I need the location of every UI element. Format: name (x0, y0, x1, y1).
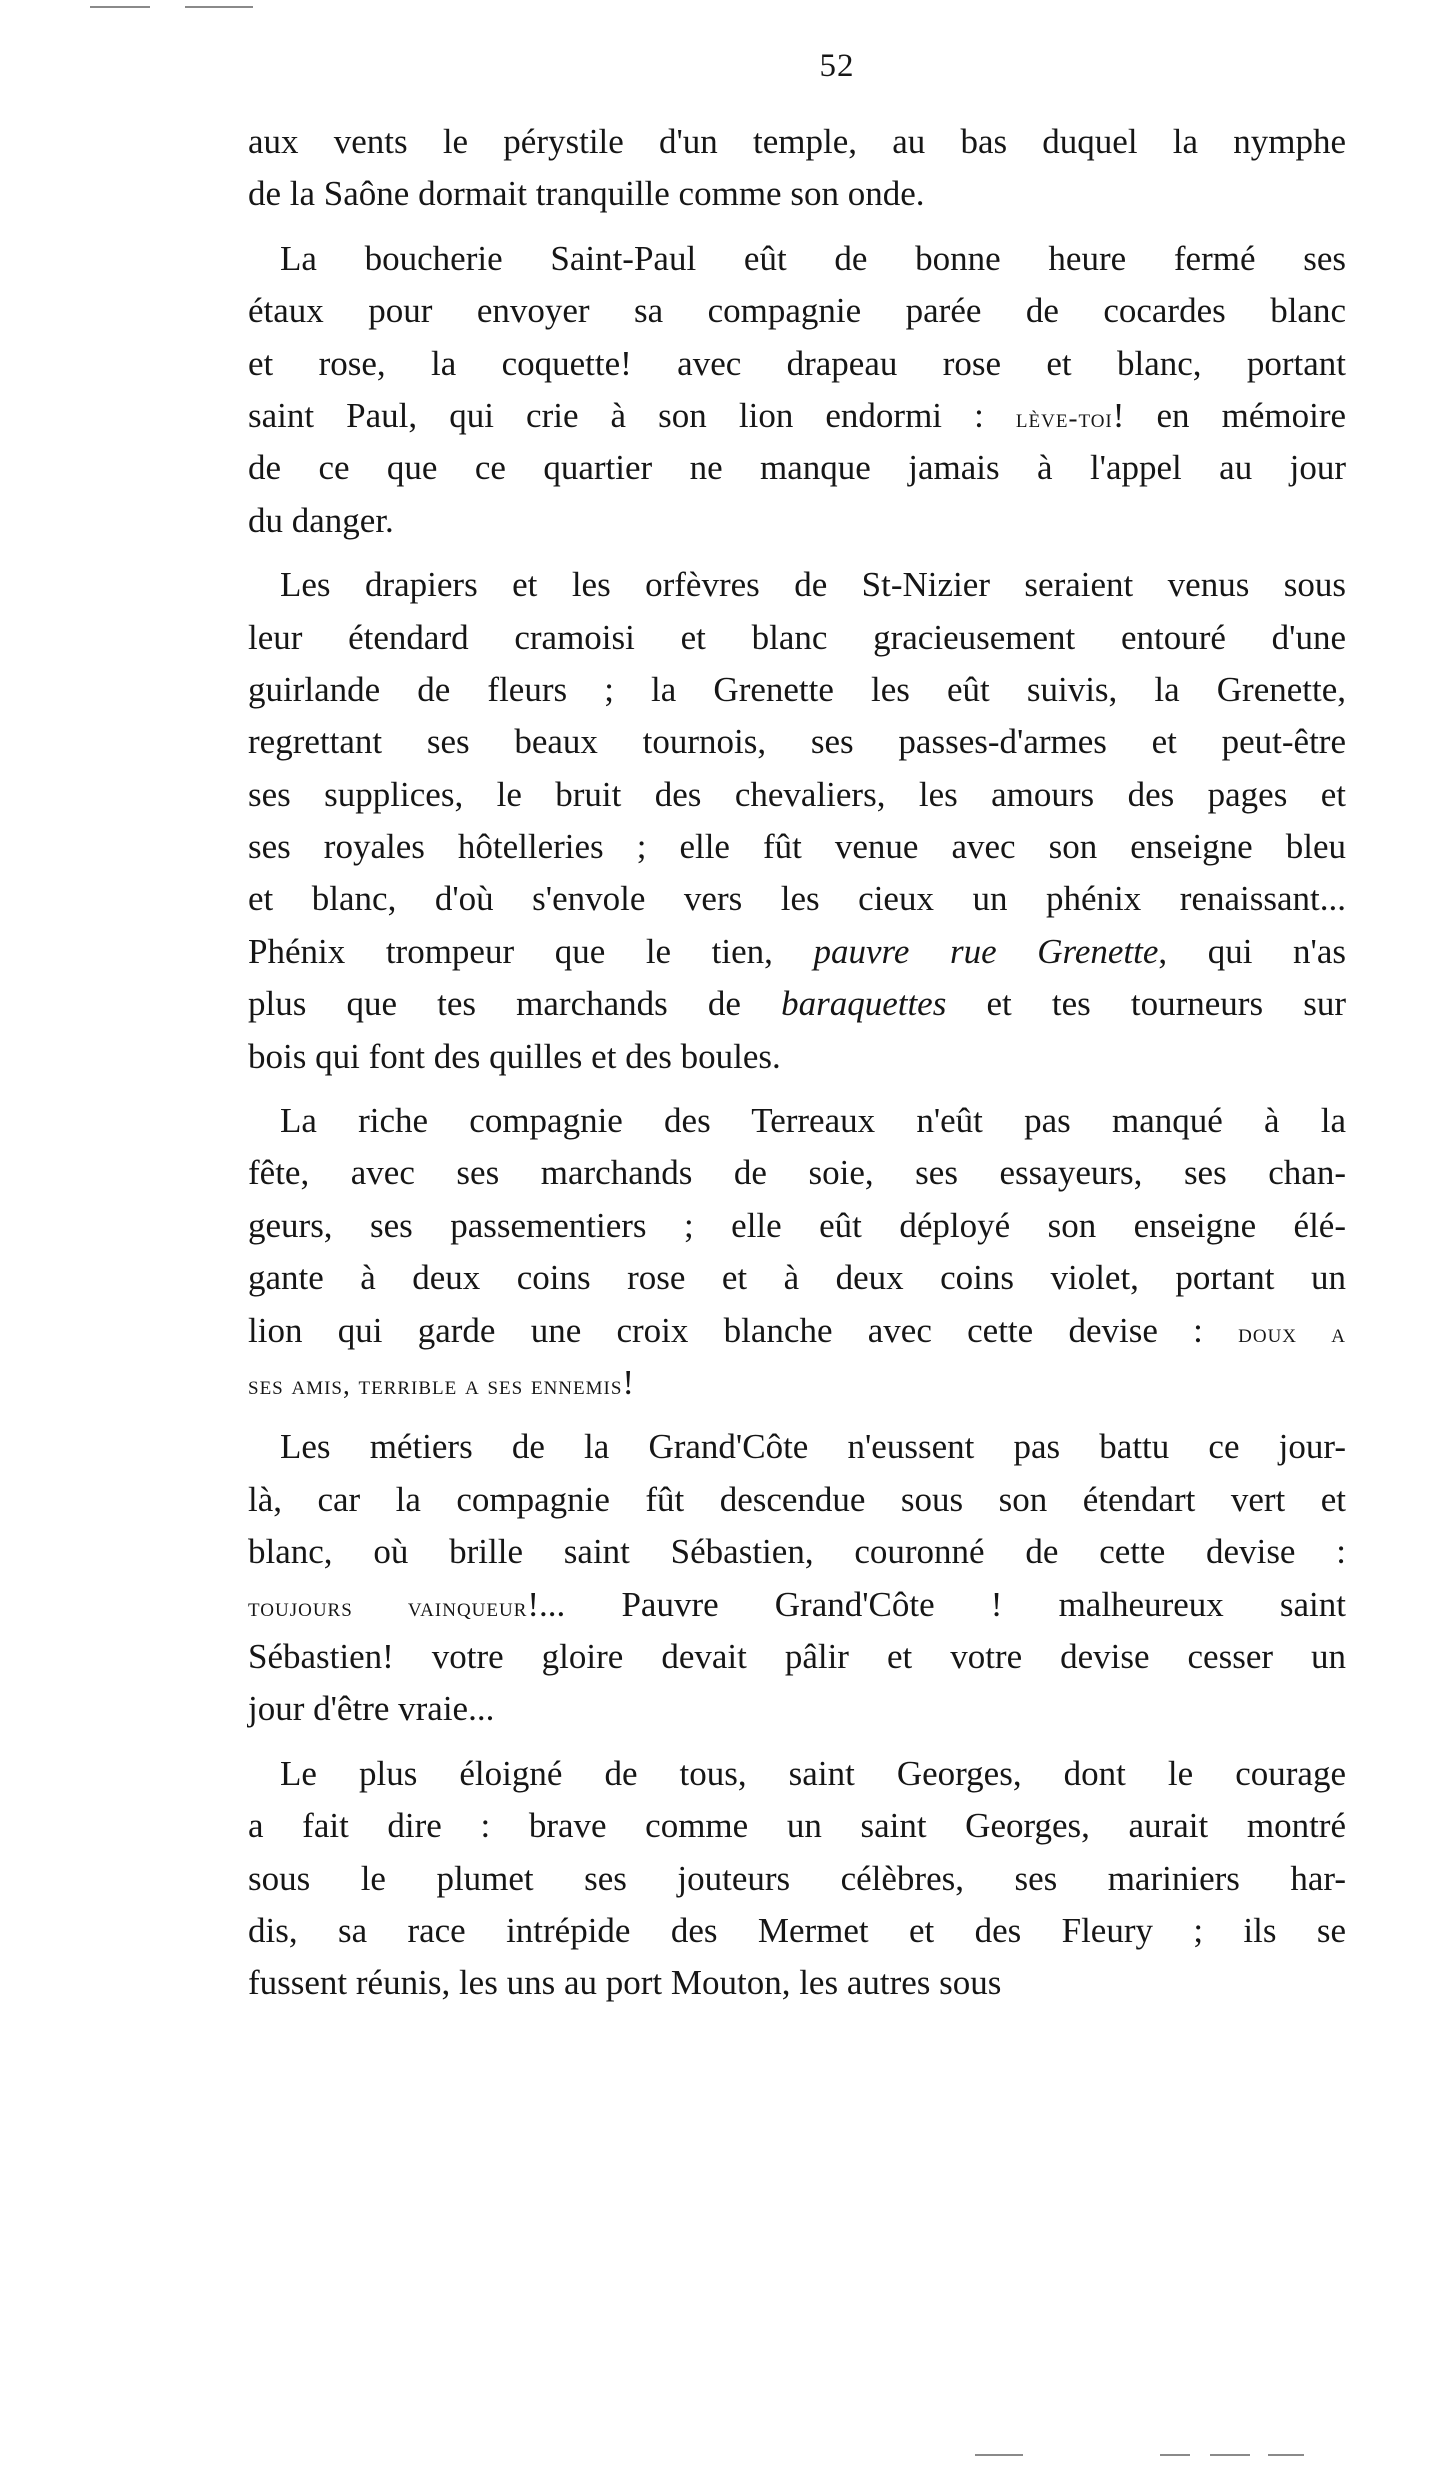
scan-edge-mark-left (90, 6, 150, 8)
text-line: blanc, où brille saint Sébastien, couronné de cette devise : (248, 1532, 1346, 1572)
text-line: leur étendard cramoisi et blanc gracieusement entouré d'une (248, 617, 1346, 657)
italic-segment: baraquettes (781, 984, 947, 1024)
text-line: aux vents le pérystile d'un temple, au bas duquel la nymphe (248, 122, 1346, 161)
paragraph (248, 116, 1346, 221)
text-line: jour d'être vraie... (248, 1689, 495, 1729)
scan-bottom-mark-3 (1210, 2454, 1250, 2456)
paragraph (248, 1421, 1346, 1735)
text-segment: Phénix trompeur que le tien, (248, 931, 814, 971)
text-line: a fait dire : brave comme un saint Georges, aurait montré (248, 1806, 1346, 1846)
text-line: ses royales hôtelleries ; elle fût venue avec son enseigne bleu (248, 827, 1346, 867)
text-segment: , qui n'as (1158, 931, 1347, 971)
small-caps-segment: lève-toi (1015, 402, 1113, 433)
text-segment: et tes tourneurs sur (946, 984, 1346, 1024)
small-caps-segment: doux a (1238, 1317, 1346, 1348)
body-text (248, 116, 1346, 2022)
text-segment: !... Pauvre Grand'Côte ! malheureux saint (527, 1584, 1347, 1624)
text-line: La boucherie Saint-Paul eût de bonne heure fermé ses (280, 238, 1346, 278)
scan-bottom-mark-4 (1268, 2454, 1304, 2456)
scan-edge-mark-right (185, 6, 253, 8)
text-line: regrettant ses beaux tournois, ses passes-d'armes et peut-être (248, 722, 1346, 762)
text-line (248, 1305, 1346, 1357)
text-line: étaux pour envoyer sa compagnie parée de cocardes blanc (248, 291, 1346, 331)
text-line: du danger. (248, 500, 394, 540)
text-line: et rose, la coquette! avec drapeau rose et blanc, portant (248, 343, 1346, 383)
text-line: fussent réunis, les uns au port Mouton, les autres sous (248, 1963, 1002, 2003)
page-number: 52 (819, 48, 855, 84)
text-line: Sébastien! votre gloire devait pâlir et votre devise cesser un (248, 1636, 1346, 1676)
paragraph (248, 1748, 1346, 2010)
text-line (248, 390, 1346, 442)
italic-segment: pauvre rue Grenette (813, 931, 1159, 971)
text-line: bois qui font des quilles et des boules. (248, 1036, 781, 1076)
text-segment: lion qui garde une croix blanche avec cette devise : (248, 1310, 1239, 1350)
small-caps-segment: toujours vainqueur (248, 1591, 528, 1622)
text-segment: ! (622, 1362, 635, 1402)
text-line: sous le plumet ses jouteurs célèbres, ses mariniers har- (248, 1858, 1346, 1898)
text-line (248, 926, 1346, 978)
paragraph (248, 233, 1346, 547)
text-line: là, car la compagnie fût descendue sous son étendart vert et (248, 1479, 1346, 1519)
text-line (248, 978, 1346, 1030)
text-line (248, 1579, 1346, 1631)
scan-bottom-mark-2 (1160, 2454, 1190, 2456)
text-line: ses supplices, le bruit des chevaliers, les amours des pages et (248, 774, 1346, 814)
text-line: de ce que ce quartier ne manque jamais à l'appel au jour (248, 448, 1346, 488)
text-line: Le plus éloigné de tous, saint Georges, dont le courage (280, 1753, 1346, 1793)
text-line: Les métiers de la Grand'Côte n'eussent pas battu ce jour- (280, 1427, 1346, 1467)
text-line: La riche compagnie des Terreaux n'eût pas manqué à la (280, 1101, 1346, 1141)
text-segment: saint Paul, qui crie à son lion endormi : (248, 395, 1016, 435)
text-line: fête, avec ses marchands de soie, ses essayeurs, ses chan- (248, 1153, 1346, 1193)
text-line: et blanc, d'où s'envole vers les cieux un phénix renaissant... (248, 879, 1346, 919)
text-line: Les drapiers et les orfèvres de St-Nizier seraient venus sous (280, 565, 1346, 605)
small-caps-segment: ses amis, terrible a ses ennemis (248, 1369, 623, 1400)
text-line: guirlande de fleurs ; la Grenette les eût suivis, la Grenette, (248, 669, 1346, 709)
scan-bottom-mark-1 (975, 2454, 1023, 2456)
text-line: geurs, ses passementiers ; elle eût déployé son enseigne élé- (248, 1205, 1346, 1245)
text-line: de la Saône dormait tranquille comme son onde. (248, 174, 925, 214)
text-segment: plus que tes marchands de (248, 984, 782, 1024)
paragraph (248, 1095, 1346, 1409)
paragraph (248, 559, 1346, 1083)
text-line: dis, sa race intrépide des Mermet et des Fleury ; ils se (248, 1910, 1346, 1950)
text-line: gante à deux coins rose et à deux coins violet, portant un (248, 1258, 1346, 1298)
text-line (248, 1357, 1346, 1409)
text-segment: ! en mémoire (1112, 395, 1347, 435)
